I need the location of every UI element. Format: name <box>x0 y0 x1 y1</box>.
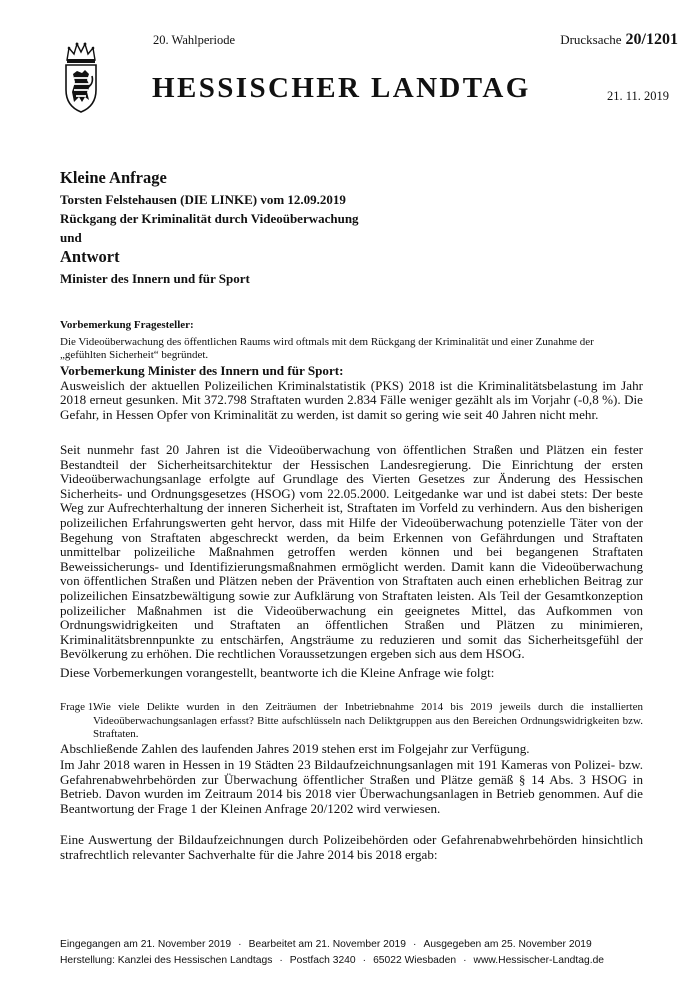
footer-line-dates <box>60 937 660 953</box>
hessen-lion-crest-icon <box>63 40 99 114</box>
separator: · <box>238 939 242 950</box>
separator: · <box>279 955 283 966</box>
paragraph: Im Jahr 2018 waren in Hessen in 19 Städten 23 Bildaufzeichnungsanlagen mit 191 Kameras von Polizei- bzw. Gefahrenabwehrbehörden zur Überwachung öffentlicher Straßen und Plätze gemäß § 14 Abs. 3 HSOG in Betrieb. Davon wurden im Zeitraum 2014 bis 2018 vier Überwachungsanlagen in Betrieb genommen. Auf die Beantwortung der Frage 1 der Kleinen Anfrage 20/1202 wird verwiesen. <box>60 757 643 816</box>
answering-minister: Minister des Innern und für Sport <box>60 271 250 286</box>
preliminary-remark-minister <box>60 364 643 422</box>
separator: · <box>362 955 367 966</box>
website-link[interactable]: www.Hessischer-Landtag.de <box>473 955 605 966</box>
section-heading: Vorbemerkung Minister des Innern und für Sport: <box>60 363 344 378</box>
separator: · <box>463 955 467 966</box>
question-label: Frage 1. <box>60 701 97 713</box>
paragraph: Eine Auswertung der Bildaufzeichnungen durch Polizeibehörden oder Gefahrenabwehrbehörden hinsichtlich strafrechtlich relevanter Sachverhalte für die Jahre 2014 bis 2018 ergab: <box>60 832 643 862</box>
question-author: Torsten Felstehausen (DIE LINKE) vom 12.09.2019 <box>60 192 346 207</box>
footer <box>60 937 660 969</box>
section-heading: Vorbemerkung Fragesteller: <box>60 319 194 331</box>
paragraph: Die Videoüberwachung des öffentlichen Raums wird oftmals mit dem Rückgang der Kriminalität und einer Zunahme der „gefühlten Sicherheit“ begründet. <box>60 335 594 361</box>
footer-line-publisher <box>60 953 660 969</box>
document-date: 21. 11. 2019 <box>606 89 669 103</box>
parliament-title: HESSISCHER LANDTAG <box>152 72 531 104</box>
po-box: Postfach 3240 <box>289 955 356 966</box>
drucksache-label: Drucksache <box>560 32 622 47</box>
answer-heading: Antwort <box>60 247 120 266</box>
paragraph: Ausweislich der aktuellen Polizeilichen Kriminalstatistik (PKS) 2018 ist die Kriminalitätsbelastung im Jahr 2018 erneut gesunken. Mit 372.798 Straftaten wurden 2.834 Fälle weniger gezählt als im Vorjahr (-0,8 %). Die Gefahr, in Hessen Opfer von Kriminalität zu werden, ist damit so gering wie seit 40 Jahren nicht mehr. <box>60 377 643 422</box>
document-kind: Kleine Anfrage <box>60 168 167 187</box>
processed-date: Bearbeitet am 21. November 2019 <box>248 939 407 950</box>
postal-city: 65022 Wiesbaden <box>373 955 457 966</box>
paragraph: Diese Vorbemerkungen vorangestellt, beantworte ich die Kleine Anfrage wie folgt: <box>60 665 495 680</box>
paragraph: Seit nunmehr fast 20 Jahren ist die Videoüberwachung von öffentlichen Straßen und Plätzen ein fester Bestandteil der Sicherheitsarchitektur der Hessischen Landesregierung. Die Einrichtung der ersten Videoüberwachungsanlage erfolgte auf Grundlage des Vierten Gesetzes zur Änderung des Hessischen Sicherheits- und Ordnungsgesetzes (HSOG) vom 22.05.2000. Leitgedanke war und ist dabei stets: Der beste Weg zur Aufrechterhaltung der inneren Sicherheit ist, Straftaten im Vorfeld zu verhindern. Aus den bisherigen polizeilichen Erfahrungswerten geht hervor, dass mit Hilfe der Videoüberwachung potenzielle Täter von der Begehung von Straftaten abgeschreckt werden, da beim Erkennen von Gefährdungen und Straftaten unmittelbar polizeiliche Maßnahmen getroffen werden können und bei begangenen Straftaten Beweissicherungs- und Identifizierungsmaßnahmen ermöglicht werden. Damit kann die Videoüberwachung von öffentlichen Straßen und Plätzen neben der Prävention von Straftaten auch einen erheblichen Beitrag zur polizeilichen Einsatzbewältigung sowie zur Aufklärung von Straftaten leisten. Als Teil der Gesamtkonzeption polizeilicher Maßnahmen ist die Videoüberwachung ein geeignetes Mittel, das Aufkommen von Ordnungswidrigkeiten und Straftaten an öffentlichen Straßen und Plätzen zu minimieren, Kriminalitätsbrennpunkte zu entschärfen, Angsträume zu reduzieren und somit das Sicherheitsgefühl der Bevölkerung zu erhöhen. Die rechtlichen Voraussetzungen ergeben sich aus dem HSOG. <box>60 442 643 662</box>
paragraph: Abschließende Zahlen des laufenden Jahres 2019 stehen erst im Folgejahr zur Verfügung. <box>60 741 530 756</box>
question-text: Wie viele Delikte wurden in den Zeiträumen der Inbetriebnahme 2014 bis 2019 jeweils durch die installierten Videoüberwachungsanlagen erfasst? Bitte aufschlüsseln nach Deliktgruppen aus den Bereichen Ordnungswidrigkeiten bzw. Straftaten. <box>93 701 643 740</box>
received-date: Eingegangen am 21. November 2019 <box>60 939 232 950</box>
publisher: Herstellung: Kanzlei des Hessischen Landtags <box>60 955 273 966</box>
wahlperiode: 20. Wahlperiode <box>153 33 236 47</box>
preliminary-remark-questioner <box>60 319 642 363</box>
question-subject: Rückgang der Kriminalität durch Videoüberwachung <box>60 211 359 226</box>
drucksache-number: 20/1201 <box>625 31 678 48</box>
conjunction: und <box>60 230 82 245</box>
drucksache <box>560 31 678 49</box>
issued-date: Ausgegeben am 25. November 2019 <box>423 939 592 950</box>
title-block <box>60 168 660 288</box>
separator: · <box>413 939 417 950</box>
